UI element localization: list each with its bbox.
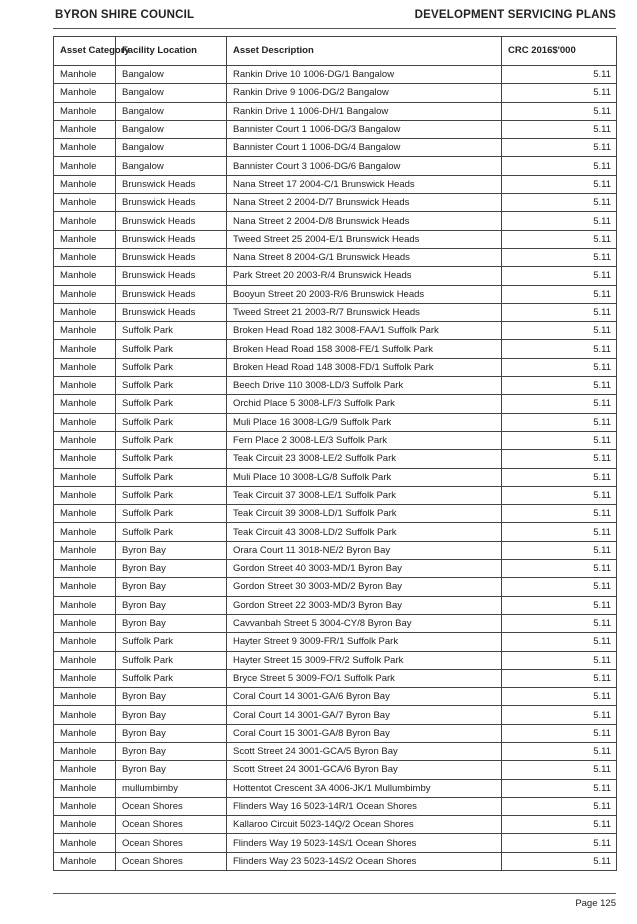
cell-asset-category: Manhole <box>54 578 116 596</box>
cell-asset-description: Teak Circuit 39 3008-LD/1 Suffolk Park <box>227 505 502 523</box>
cell-asset-category: Manhole <box>54 541 116 559</box>
cell-asset-description: Hayter Street 9 3009-FR/1 Suffolk Park <box>227 633 502 651</box>
table-row <box>54 614 617 632</box>
cell-asset-category: Manhole <box>54 688 116 706</box>
cell-asset-description: Bannister Court 3 1006-DG/6 Bangalow <box>227 157 502 175</box>
column-header-asset-category: Asset Category <box>54 37 116 66</box>
cell-asset-description: Tweed Street 21 2003-R/7 Brunswick Heads <box>227 303 502 321</box>
cell-facility-location: Brunswick Heads <box>116 303 227 321</box>
page-number: Page 125 <box>575 898 616 909</box>
cell-asset-category: Manhole <box>54 505 116 523</box>
table-row <box>54 688 617 706</box>
cell-asset-description: Gordon Street 30 3003-MD/2 Byron Bay <box>227 578 502 596</box>
table-row <box>54 505 617 523</box>
cell-facility-location: Suffolk Park <box>116 633 227 651</box>
cell-asset-category: Manhole <box>54 669 116 687</box>
cell-asset-description: Park Street 20 2003-R/4 Brunswick Heads <box>227 267 502 285</box>
cell-crc-value: 5.11 <box>502 742 617 760</box>
asset-table <box>53 36 617 871</box>
cell-facility-location: Byron Bay <box>116 688 227 706</box>
cell-facility-location: Suffolk Park <box>116 505 227 523</box>
table-row <box>54 852 617 870</box>
table-row <box>54 175 617 193</box>
cell-asset-category: Manhole <box>54 560 116 578</box>
cell-asset-description: Teak Circuit 23 3008-LE/2 Suffolk Park <box>227 450 502 468</box>
cell-asset-category: Manhole <box>54 816 116 834</box>
cell-crc-value: 5.11 <box>502 596 617 614</box>
table-row <box>54 395 617 413</box>
table-row <box>54 120 617 138</box>
cell-asset-description: Coral Court 14 3001-GA/7 Byron Bay <box>227 706 502 724</box>
cell-asset-description: Scott Street 24 3001-GCA/5 Byron Bay <box>227 742 502 760</box>
cell-asset-category: Manhole <box>54 395 116 413</box>
cell-asset-description: Kallaroo Circuit 5023-14Q/2 Ocean Shores <box>227 816 502 834</box>
cell-asset-description: Coral Court 15 3001-GA/8 Byron Bay <box>227 724 502 742</box>
cell-crc-value: 5.11 <box>502 578 617 596</box>
table-row <box>54 303 617 321</box>
cell-asset-category: Manhole <box>54 285 116 303</box>
cell-facility-location: Ocean Shores <box>116 816 227 834</box>
cell-facility-location: Byron Bay <box>116 761 227 779</box>
cell-crc-value: 5.11 <box>502 139 617 157</box>
column-header-facility-location: Facility Location <box>116 37 227 66</box>
cell-facility-location: Bangalow <box>116 84 227 102</box>
cell-asset-description: Rankin Drive 9 1006-DG/2 Bangalow <box>227 84 502 102</box>
table-row <box>54 541 617 559</box>
cell-asset-category: Manhole <box>54 66 116 84</box>
cell-crc-value: 5.11 <box>502 724 617 742</box>
cell-asset-description: Coral Court 14 3001-GA/6 Byron Bay <box>227 688 502 706</box>
cell-crc-value: 5.11 <box>502 651 617 669</box>
table-row <box>54 468 617 486</box>
cell-crc-value: 5.11 <box>502 560 617 578</box>
header-divider <box>53 28 616 29</box>
table-row <box>54 816 617 834</box>
cell-asset-description: Broken Head Road 148 3008-FD/1 Suffolk Park <box>227 358 502 376</box>
cell-asset-category: Manhole <box>54 450 116 468</box>
table-row <box>54 322 617 340</box>
table-row <box>54 450 617 468</box>
cell-crc-value: 5.11 <box>502 505 617 523</box>
cell-crc-value: 5.11 <box>502 523 617 541</box>
cell-asset-description: Flinders Way 19 5023-14S/1 Ocean Shores <box>227 834 502 852</box>
cell-asset-description: Bannister Court 1 1006-DG/4 Bangalow <box>227 139 502 157</box>
cell-facility-location: Brunswick Heads <box>116 230 227 248</box>
cell-asset-category: Manhole <box>54 742 116 760</box>
cell-asset-category: Manhole <box>54 102 116 120</box>
cell-asset-category: Manhole <box>54 175 116 193</box>
cell-crc-value: 5.11 <box>502 230 617 248</box>
cell-asset-category: Manhole <box>54 431 116 449</box>
table-row <box>54 157 617 175</box>
cell-crc-value: 5.11 <box>502 797 617 815</box>
cell-asset-description: Orchid Place 5 3008-LF/3 Suffolk Park <box>227 395 502 413</box>
cell-facility-location: Suffolk Park <box>116 358 227 376</box>
cell-facility-location: Suffolk Park <box>116 468 227 486</box>
cell-asset-category: Manhole <box>54 358 116 376</box>
table-row <box>54 102 617 120</box>
cell-crc-value: 5.11 <box>502 303 617 321</box>
cell-asset-description: Orara Court 11 3018-NE/2 Byron Bay <box>227 541 502 559</box>
table-row <box>54 285 617 303</box>
document-org-title: BYRON SHIRE COUNCIL <box>55 9 195 21</box>
cell-facility-location: Suffolk Park <box>116 651 227 669</box>
cell-asset-description: Tweed Street 25 2004-E/1 Brunswick Heads <box>227 230 502 248</box>
cell-asset-description: Fern Place 2 3008-LE/3 Suffolk Park <box>227 431 502 449</box>
cell-asset-category: Manhole <box>54 248 116 266</box>
cell-asset-description: Gordon Street 22 3003-MD/3 Byron Bay <box>227 596 502 614</box>
cell-facility-location: Brunswick Heads <box>116 248 227 266</box>
cell-crc-value: 5.11 <box>502 377 617 395</box>
cell-asset-description: Rankin Drive 10 1006-DG/1 Bangalow <box>227 66 502 84</box>
cell-crc-value: 5.11 <box>502 541 617 559</box>
table-row <box>54 340 617 358</box>
cell-asset-description: Bryce Street 5 3009-FO/1 Suffolk Park <box>227 669 502 687</box>
table-row <box>54 248 617 266</box>
cell-facility-location: Suffolk Park <box>116 523 227 541</box>
table-row <box>54 139 617 157</box>
cell-crc-value: 5.11 <box>502 322 617 340</box>
cell-facility-location: Suffolk Park <box>116 431 227 449</box>
cell-facility-location: Byron Bay <box>116 541 227 559</box>
cell-asset-description: Hottentot Crescent 3A 4006-JK/1 Mullumbimby <box>227 779 502 797</box>
cell-asset-category: Manhole <box>54 120 116 138</box>
cell-asset-category: Manhole <box>54 84 116 102</box>
table-header-row <box>54 37 617 66</box>
cell-facility-location: Byron Bay <box>116 706 227 724</box>
cell-facility-location: Suffolk Park <box>116 413 227 431</box>
cell-asset-category: Manhole <box>54 267 116 285</box>
cell-crc-value: 5.11 <box>502 248 617 266</box>
cell-asset-category: Manhole <box>54 194 116 212</box>
cell-crc-value: 5.11 <box>502 66 617 84</box>
cell-facility-location: Brunswick Heads <box>116 194 227 212</box>
table-row <box>54 212 617 230</box>
cell-asset-description: Hayter Street 15 3009-FR/2 Suffolk Park <box>227 651 502 669</box>
cell-asset-category: Manhole <box>54 596 116 614</box>
cell-facility-location: Bangalow <box>116 139 227 157</box>
table-row <box>54 230 617 248</box>
cell-crc-value: 5.11 <box>502 468 617 486</box>
table-row <box>54 267 617 285</box>
table-row <box>54 358 617 376</box>
table-row <box>54 669 617 687</box>
table-row <box>54 413 617 431</box>
cell-asset-description: Beech Drive 110 3008-LD/3 Suffolk Park <box>227 377 502 395</box>
cell-crc-value: 5.11 <box>502 358 617 376</box>
cell-asset-description: Rankin Drive 1 1006-DH/1 Bangalow <box>227 102 502 120</box>
cell-crc-value: 5.11 <box>502 175 617 193</box>
cell-asset-category: Manhole <box>54 303 116 321</box>
cell-asset-description: Scott Street 24 3001-GCA/6 Byron Bay <box>227 761 502 779</box>
table-row <box>54 377 617 395</box>
table-row <box>54 431 617 449</box>
column-header-crc: CRC 2016$'000 <box>502 37 617 66</box>
cell-asset-category: Manhole <box>54 834 116 852</box>
cell-facility-location: Ocean Shores <box>116 834 227 852</box>
cell-asset-description: Nana Street 17 2004-C/1 Brunswick Heads <box>227 175 502 193</box>
cell-crc-value: 5.11 <box>502 614 617 632</box>
cell-facility-location: Suffolk Park <box>116 377 227 395</box>
table-row <box>54 651 617 669</box>
table-row <box>54 834 617 852</box>
cell-asset-description: Bannister Court 1 1006-DG/3 Bangalow <box>227 120 502 138</box>
cell-facility-location: mullumbimby <box>116 779 227 797</box>
cell-facility-location: Suffolk Park <box>116 669 227 687</box>
cell-facility-location: Byron Bay <box>116 596 227 614</box>
cell-crc-value: 5.11 <box>502 212 617 230</box>
cell-facility-location: Bangalow <box>116 120 227 138</box>
cell-asset-category: Manhole <box>54 523 116 541</box>
cell-crc-value: 5.11 <box>502 84 617 102</box>
cell-facility-location: Byron Bay <box>116 578 227 596</box>
cell-asset-category: Manhole <box>54 322 116 340</box>
cell-crc-value: 5.11 <box>502 395 617 413</box>
cell-facility-location: Brunswick Heads <box>116 267 227 285</box>
cell-asset-description: Flinders Way 16 5023-14R/1 Ocean Shores <box>227 797 502 815</box>
table-row <box>54 706 617 724</box>
cell-asset-category: Manhole <box>54 651 116 669</box>
cell-asset-description: Flinders Way 23 5023-14S/2 Ocean Shores <box>227 852 502 870</box>
cell-asset-category: Manhole <box>54 486 116 504</box>
cell-crc-value: 5.11 <box>502 120 617 138</box>
cell-facility-location: Bangalow <box>116 157 227 175</box>
cell-asset-description: Muli Place 10 3008-LG/8 Suffolk Park <box>227 468 502 486</box>
column-header-asset-description: Asset Description <box>227 37 502 66</box>
table-row <box>54 797 617 815</box>
cell-facility-location: Suffolk Park <box>116 340 227 358</box>
cell-asset-description: Muli Place 16 3008-LG/9 Suffolk Park <box>227 413 502 431</box>
cell-facility-location: Suffolk Park <box>116 395 227 413</box>
cell-asset-description: Booyun Street 20 2003-R/6 Brunswick Heads <box>227 285 502 303</box>
cell-asset-category: Manhole <box>54 797 116 815</box>
cell-crc-value: 5.11 <box>502 779 617 797</box>
cell-asset-category: Manhole <box>54 761 116 779</box>
cell-asset-description: Teak Circuit 43 3008-LD/2 Suffolk Park <box>227 523 502 541</box>
cell-crc-value: 5.11 <box>502 834 617 852</box>
cell-asset-description: Nana Street 2 2004-D/7 Brunswick Heads <box>227 194 502 212</box>
cell-asset-description: Broken Head Road 158 3008-FE/1 Suffolk Park <box>227 340 502 358</box>
table-row <box>54 633 617 651</box>
cell-facility-location: Suffolk Park <box>116 486 227 504</box>
footer-divider <box>53 893 616 894</box>
table-row <box>54 742 617 760</box>
cell-crc-value: 5.11 <box>502 852 617 870</box>
table-row <box>54 194 617 212</box>
cell-facility-location: Brunswick Heads <box>116 175 227 193</box>
cell-crc-value: 5.11 <box>502 102 617 120</box>
cell-crc-value: 5.11 <box>502 413 617 431</box>
cell-facility-location: Byron Bay <box>116 742 227 760</box>
cell-asset-category: Manhole <box>54 779 116 797</box>
cell-facility-location: Bangalow <box>116 66 227 84</box>
cell-asset-category: Manhole <box>54 633 116 651</box>
cell-facility-location: Suffolk Park <box>116 322 227 340</box>
table-row <box>54 724 617 742</box>
table-row <box>54 761 617 779</box>
cell-asset-description: Teak Circuit 37 3008-LE/1 Suffolk Park <box>227 486 502 504</box>
cell-asset-description: Broken Head Road 182 3008-FAA/1 Suffolk Park <box>227 322 502 340</box>
document-section-title: DEVELOPMENT SERVICING PLANS <box>414 9 616 21</box>
cell-asset-category: Manhole <box>54 157 116 175</box>
cell-asset-category: Manhole <box>54 852 116 870</box>
cell-facility-location: Ocean Shores <box>116 797 227 815</box>
cell-crc-value: 5.11 <box>502 816 617 834</box>
cell-crc-value: 5.11 <box>502 340 617 358</box>
cell-asset-description: Nana Street 8 2004-G/1 Brunswick Heads <box>227 248 502 266</box>
cell-facility-location: Bangalow <box>116 102 227 120</box>
cell-asset-category: Manhole <box>54 614 116 632</box>
table-row <box>54 66 617 84</box>
cell-asset-description: Nana Street 2 2004-D/8 Brunswick Heads <box>227 212 502 230</box>
cell-crc-value: 5.11 <box>502 285 617 303</box>
cell-asset-category: Manhole <box>54 413 116 431</box>
cell-crc-value: 5.11 <box>502 486 617 504</box>
cell-crc-value: 5.11 <box>502 688 617 706</box>
cell-crc-value: 5.11 <box>502 633 617 651</box>
table-row <box>54 523 617 541</box>
cell-crc-value: 5.11 <box>502 267 617 285</box>
cell-facility-location: Suffolk Park <box>116 450 227 468</box>
table-row <box>54 560 617 578</box>
cell-asset-category: Manhole <box>54 340 116 358</box>
table-row <box>54 596 617 614</box>
cell-asset-description: Gordon Street 40 3003-MD/1 Byron Bay <box>227 560 502 578</box>
cell-asset-category: Manhole <box>54 139 116 157</box>
cell-crc-value: 5.11 <box>502 761 617 779</box>
cell-crc-value: 5.11 <box>502 706 617 724</box>
cell-crc-value: 5.11 <box>502 431 617 449</box>
cell-asset-category: Manhole <box>54 724 116 742</box>
cell-asset-category: Manhole <box>54 377 116 395</box>
cell-asset-category: Manhole <box>54 212 116 230</box>
cell-facility-location: Byron Bay <box>116 724 227 742</box>
table-row <box>54 779 617 797</box>
cell-facility-location: Byron Bay <box>116 614 227 632</box>
cell-facility-location: Brunswick Heads <box>116 285 227 303</box>
cell-facility-location: Byron Bay <box>116 560 227 578</box>
cell-facility-location: Ocean Shores <box>116 852 227 870</box>
table-row <box>54 84 617 102</box>
cell-crc-value: 5.11 <box>502 450 617 468</box>
cell-crc-value: 5.11 <box>502 669 617 687</box>
cell-asset-category: Manhole <box>54 706 116 724</box>
cell-crc-value: 5.11 <box>502 194 617 212</box>
cell-asset-category: Manhole <box>54 230 116 248</box>
cell-asset-description: Cavvanbah Street 5 3004-CY/8 Byron Bay <box>227 614 502 632</box>
cell-asset-category: Manhole <box>54 468 116 486</box>
cell-facility-location: Brunswick Heads <box>116 212 227 230</box>
cell-crc-value: 5.11 <box>502 157 617 175</box>
table-row <box>54 578 617 596</box>
table-row <box>54 486 617 504</box>
